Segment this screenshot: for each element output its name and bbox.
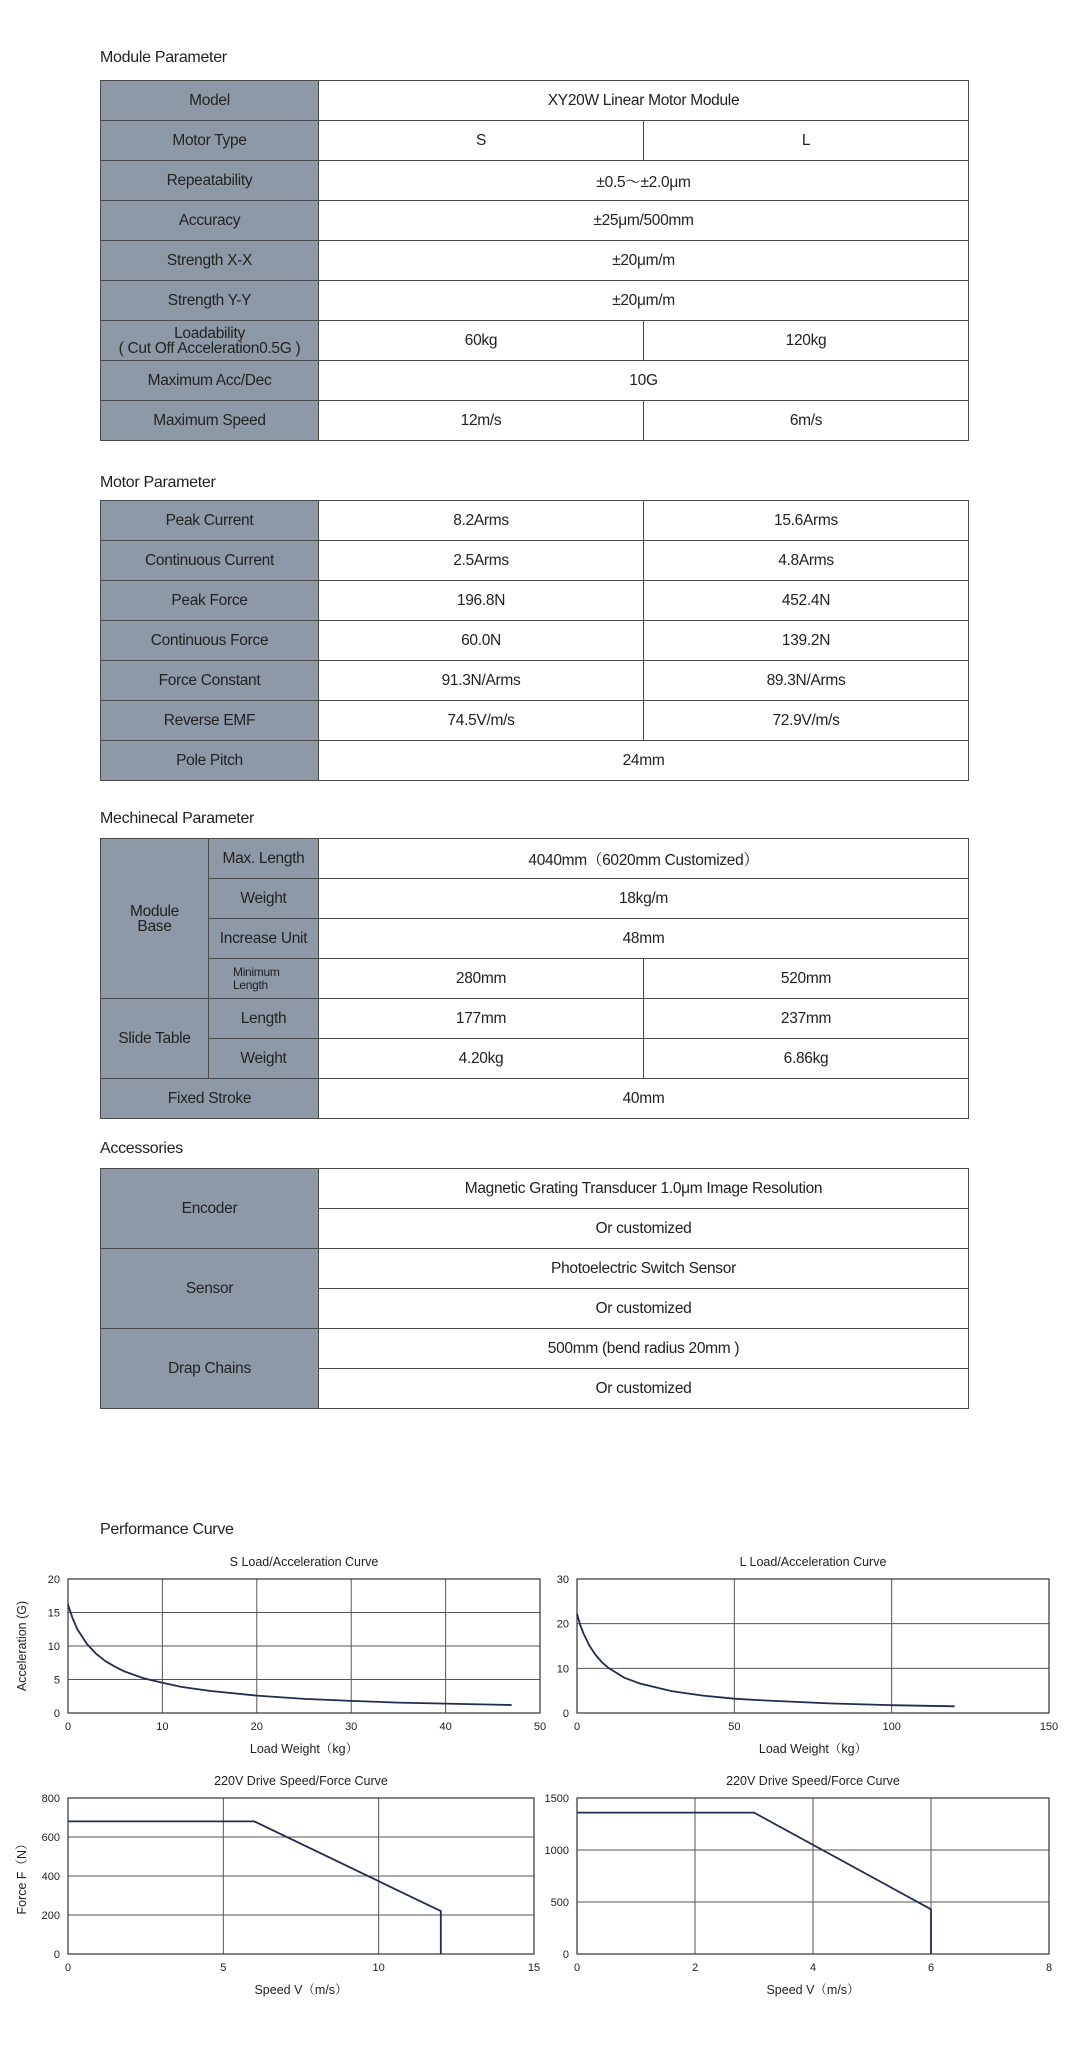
min-length-line1: Minimum bbox=[233, 964, 280, 979]
motor-row-l: 72.9V/m/s bbox=[644, 701, 969, 741]
accessories-title: Accessories bbox=[100, 1140, 183, 1157]
min-length-line2: Length bbox=[233, 977, 268, 992]
plot-frame bbox=[577, 1579, 1049, 1713]
motor-row-label: Continuous Current bbox=[101, 541, 319, 581]
motor-row-s: 8.2Arms bbox=[319, 501, 644, 541]
x-tick-label: 0 bbox=[64, 1721, 72, 1733]
loadability-label-line2: ( Cut Off Acceleration0.5G ) bbox=[118, 339, 301, 357]
strength-yy-label: Strength Y-Y bbox=[101, 281, 319, 321]
motor-row-s: 60.0N bbox=[319, 621, 644, 661]
motor-row-label: Peak Current bbox=[101, 501, 319, 541]
table-row bbox=[101, 621, 969, 661]
series-line bbox=[577, 1614, 955, 1707]
x-axis-label: Load Weight（kg） bbox=[249, 1742, 359, 1756]
table-row bbox=[101, 201, 969, 241]
x-tick-label: 10 bbox=[156, 1721, 169, 1733]
mechanical-parameter-title: Mechinecal Parameter bbox=[100, 810, 255, 827]
module-base-label bbox=[101, 839, 209, 999]
table-row bbox=[101, 1249, 969, 1289]
table-row bbox=[101, 121, 969, 161]
table-row bbox=[101, 919, 969, 959]
accessories-table bbox=[100, 1168, 969, 1409]
chart-title: S Load/Acceleration Curve bbox=[229, 1555, 379, 1569]
encoder-alt: Or customized bbox=[319, 1209, 969, 1249]
table-row bbox=[101, 879, 969, 919]
sensor-label: Sensor bbox=[101, 1249, 319, 1329]
y-tick-label: 20 bbox=[47, 1574, 60, 1586]
motor-row-label: Peak Force bbox=[101, 581, 319, 621]
increase-unit-label: Increase Unit bbox=[209, 919, 319, 959]
motor-row-l: 139.2N bbox=[644, 621, 969, 661]
y-axis-label: Force F（N） bbox=[15, 1837, 29, 1915]
drap-chains-alt: Or customized bbox=[319, 1369, 969, 1409]
x-axis-label: Speed V（m/s） bbox=[254, 1983, 348, 1997]
table-row bbox=[101, 959, 969, 999]
motor-row-s: 74.5V/m/s bbox=[319, 701, 644, 741]
table-row bbox=[101, 1079, 969, 1119]
x-tick-label: 50 bbox=[533, 1721, 547, 1733]
slide-length-l: 237mm bbox=[644, 999, 969, 1039]
max-length-value: 4040mm（6020mm Customized） bbox=[319, 839, 969, 879]
y-tick-label: 600 bbox=[41, 1832, 60, 1844]
accuracy-label: Accuracy bbox=[101, 201, 319, 241]
table-row bbox=[101, 1329, 969, 1369]
repeatability-label: Repeatability bbox=[101, 161, 319, 201]
strength-xx-value: ±20μm/m bbox=[319, 241, 969, 281]
motor-type-s: S bbox=[319, 121, 644, 161]
motor-row-s: 91.3N/Arms bbox=[319, 661, 644, 701]
x-tick-label: 10 bbox=[372, 1962, 385, 1974]
increase-unit-value: 48mm bbox=[319, 919, 969, 959]
repeatability-value: ±0.5～±2.0μm bbox=[319, 161, 969, 201]
motor-row-l: 15.6Arms bbox=[644, 501, 969, 541]
module-base-line1: Module bbox=[129, 902, 180, 920]
y-tick-label: 0 bbox=[562, 1949, 569, 1961]
motor-type-l: L bbox=[644, 121, 969, 161]
plot-frame bbox=[68, 1579, 540, 1713]
loadability-l: 120kg bbox=[644, 321, 969, 361]
model-label: Model bbox=[101, 81, 319, 121]
x-tick-label: 6 bbox=[927, 1962, 935, 1974]
motor-parameter-table bbox=[100, 500, 969, 781]
slide-weight-l: 6.86kg bbox=[644, 1039, 969, 1079]
slide-length-s: 177mm bbox=[319, 999, 644, 1039]
strength-xx-label: Strength X-X bbox=[101, 241, 319, 281]
loadability-s: 60kg bbox=[319, 321, 644, 361]
acc-label: Maximum Acc/Dec bbox=[101, 361, 319, 401]
series-line bbox=[577, 1813, 931, 1954]
x-tick-label: 4 bbox=[809, 1962, 817, 1974]
x-tick-label: 20 bbox=[250, 1721, 263, 1733]
motor-row-label: Reverse EMF bbox=[101, 701, 319, 741]
motor-type-label: Motor Type bbox=[101, 121, 319, 161]
motor-row-label: Continuous Force bbox=[101, 621, 319, 661]
pole-pitch-label: Pole Pitch bbox=[101, 741, 319, 781]
slide-length-label: Length bbox=[209, 999, 319, 1039]
table-row bbox=[101, 741, 969, 781]
encoder-label: Encoder bbox=[101, 1169, 319, 1249]
x-tick-label: 15 bbox=[527, 1962, 541, 1974]
min-length-l: 520mm bbox=[644, 959, 969, 999]
table-row bbox=[101, 401, 969, 441]
loadability-label-line1: Loadability bbox=[174, 324, 245, 342]
slide-weight-s: 4.20kg bbox=[319, 1039, 644, 1079]
table-row bbox=[101, 281, 969, 321]
x-tick-label: 150 bbox=[1039, 1721, 1059, 1733]
module-base-line2: Base bbox=[137, 917, 172, 935]
y-tick-label: 0 bbox=[562, 1708, 569, 1720]
strength-yy-value: ±20μm/m bbox=[319, 281, 969, 321]
x-tick-label: 0 bbox=[573, 1962, 581, 1974]
table-row bbox=[101, 701, 969, 741]
series-line bbox=[68, 1605, 512, 1706]
y-tick-label: 400 bbox=[41, 1871, 60, 1883]
x-tick-label: 0 bbox=[64, 1962, 72, 1974]
slide-table-label: Slide Table bbox=[101, 999, 209, 1079]
table-row bbox=[101, 501, 969, 541]
encoder-value: Magnetic Grating Transducer 1.0μm Image Resolution bbox=[319, 1169, 969, 1209]
y-tick-label: 10 bbox=[47, 1641, 60, 1653]
y-tick-label: 0 bbox=[53, 1708, 60, 1720]
performance-curve-title: Performance Curve bbox=[100, 1521, 234, 1538]
speed-label: Maximum Speed bbox=[101, 401, 319, 441]
chart-title: 220V Drive Speed/Force Curve bbox=[726, 1774, 900, 1788]
module-parameter-table bbox=[100, 80, 969, 441]
y-tick-label: 500 bbox=[550, 1897, 569, 1909]
plot-frame bbox=[577, 1798, 1049, 1954]
x-axis-label: Load Weight（kg） bbox=[758, 1742, 868, 1756]
sensor-value: Photoelectric Switch Sensor bbox=[319, 1249, 969, 1289]
table-row bbox=[101, 81, 969, 121]
slide-weight-label: Weight bbox=[209, 1039, 319, 1079]
y-tick-label: 1500 bbox=[544, 1793, 569, 1805]
max-length-label: Max. Length bbox=[209, 839, 319, 879]
table-row bbox=[101, 999, 969, 1039]
y-tick-label: 10 bbox=[556, 1663, 569, 1676]
motor-row-l: 452.4N bbox=[644, 581, 969, 621]
min-length-label bbox=[209, 959, 319, 999]
x-tick-label: 50 bbox=[728, 1721, 741, 1733]
motor-row-s: 2.5Arms bbox=[319, 541, 644, 581]
table-row bbox=[101, 1039, 969, 1079]
acc-value: 10G bbox=[319, 361, 969, 401]
y-tick-label: 20 bbox=[556, 1618, 569, 1631]
y-tick-label: 5 bbox=[53, 1674, 60, 1687]
x-tick-label: 2 bbox=[691, 1962, 699, 1974]
fixed-stroke-value: 40mm bbox=[319, 1079, 969, 1119]
table-row bbox=[101, 541, 969, 581]
series-line bbox=[68, 1821, 441, 1954]
chart-title: 220V Drive Speed/Force Curve bbox=[214, 1774, 388, 1788]
speed-s: 12m/s bbox=[319, 401, 644, 441]
base-weight-value: 18kg/m bbox=[319, 879, 969, 919]
accuracy-value: ±25μm/500mm bbox=[319, 201, 969, 241]
drap-chains-label: Drap Chains bbox=[101, 1329, 319, 1409]
motor-parameter-title: Motor Parameter bbox=[100, 474, 216, 491]
y-tick-label: 30 bbox=[556, 1574, 569, 1586]
motor-row-label: Force Constant bbox=[101, 661, 319, 701]
table-row bbox=[101, 321, 969, 361]
fixed-stroke-label: Fixed Stroke bbox=[101, 1079, 319, 1119]
y-tick-label: 800 bbox=[41, 1793, 60, 1805]
x-tick-label: 30 bbox=[345, 1721, 358, 1733]
motor-row-s: 196.8N bbox=[319, 581, 644, 621]
motor-row-l: 4.8Arms bbox=[644, 541, 969, 581]
x-axis-label: Speed V（m/s） bbox=[766, 1983, 860, 1997]
y-tick-label: 1000 bbox=[544, 1845, 569, 1857]
table-row bbox=[101, 581, 969, 621]
x-tick-label: 40 bbox=[439, 1721, 452, 1733]
table-row bbox=[101, 241, 969, 281]
pole-pitch-value: 24mm bbox=[319, 741, 969, 781]
table-row bbox=[101, 361, 969, 401]
min-length-s: 280mm bbox=[319, 959, 644, 999]
loadability-label bbox=[101, 321, 319, 361]
motor-row-l: 89.3N/Arms bbox=[644, 661, 969, 701]
y-tick-label: 15 bbox=[47, 1607, 60, 1620]
mechanical-parameter-table bbox=[100, 838, 969, 1119]
table-row bbox=[101, 1169, 969, 1209]
x-tick-label: 100 bbox=[882, 1721, 901, 1733]
speed-l: 6m/s bbox=[644, 401, 969, 441]
x-tick-label: 5 bbox=[220, 1962, 227, 1974]
module-parameter-title: Module Parameter bbox=[100, 49, 227, 66]
table-row bbox=[101, 661, 969, 701]
y-tick-label: 0 bbox=[53, 1949, 60, 1961]
x-tick-label: 0 bbox=[573, 1721, 581, 1733]
model-value: XY20W Linear Motor Module bbox=[319, 81, 969, 121]
plot-frame bbox=[68, 1798, 534, 1954]
y-axis-label: Acceleration (G) bbox=[15, 1600, 29, 1692]
sensor-alt: Or customized bbox=[319, 1289, 969, 1329]
drap-chains-value: 500mm (bend radius 20mm ) bbox=[319, 1329, 969, 1369]
x-tick-label: 8 bbox=[1045, 1962, 1053, 1974]
table-row bbox=[101, 161, 969, 201]
table-row bbox=[101, 839, 969, 879]
chart-title: L Load/Acceleration Curve bbox=[739, 1555, 887, 1569]
y-tick-label: 200 bbox=[41, 1910, 60, 1922]
base-weight-label: Weight bbox=[209, 879, 319, 919]
